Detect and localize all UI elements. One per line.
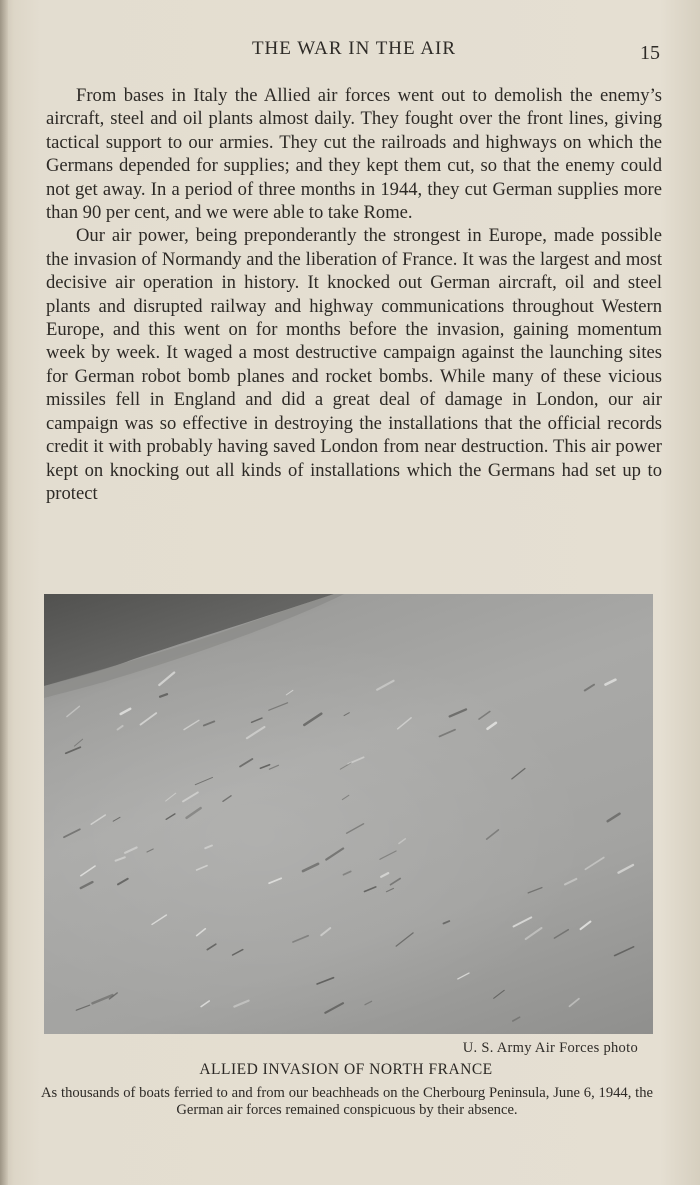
caption-title: ALLIED INVASION OF NORTH FRANCE bbox=[199, 1061, 493, 1078]
boat-wake bbox=[304, 714, 321, 725]
boat-wake bbox=[398, 718, 411, 729]
book-spine-shadow bbox=[0, 0, 8, 1185]
boat-wake bbox=[152, 915, 166, 924]
boat-wake bbox=[234, 1001, 248, 1007]
boat-wake bbox=[514, 917, 532, 926]
caption-text: As thousands of boats ferried to and from our beachheads on the Cherbourg Peninsula, June 6, 1944, the German air forces remained conspicuous by their absence. bbox=[41, 1085, 653, 1118]
boat-wake bbox=[565, 879, 576, 885]
boat-wake bbox=[121, 709, 131, 714]
boat-wake bbox=[252, 718, 262, 722]
boat-wake bbox=[585, 858, 603, 870]
boat-wake bbox=[526, 928, 542, 939]
boat-wake bbox=[513, 1017, 520, 1021]
boat-wake bbox=[233, 950, 243, 955]
boat-wake bbox=[528, 888, 542, 893]
boat-wake bbox=[344, 871, 351, 874]
boat-wake bbox=[512, 769, 525, 779]
boat-wake bbox=[67, 706, 80, 716]
boat-wake bbox=[240, 759, 252, 767]
boat-wake bbox=[91, 815, 105, 824]
boat-wake bbox=[608, 814, 620, 822]
boat-wake bbox=[64, 829, 80, 837]
boat-wake bbox=[340, 763, 351, 769]
boat-wake bbox=[125, 848, 137, 853]
boat-wake bbox=[81, 866, 95, 876]
boat-wake bbox=[619, 865, 634, 873]
boat-wake bbox=[303, 864, 318, 871]
boat-wake bbox=[113, 817, 120, 821]
boat-wake bbox=[344, 713, 349, 716]
boat-wake bbox=[347, 824, 364, 833]
boat-wake bbox=[570, 999, 579, 1007]
boat-wake bbox=[166, 814, 175, 819]
boat-wake bbox=[207, 944, 216, 949]
boat-wake bbox=[326, 849, 343, 860]
boat-wake bbox=[458, 973, 469, 979]
boat-wake bbox=[440, 730, 456, 737]
boat-wake bbox=[386, 888, 393, 891]
boat-wake bbox=[293, 936, 308, 942]
paragraph-italy: From bases in Italy the Allied air forces went out to demolish the enemy’s aircraft, steel and oil plants almost daily. They fought over the front lines, giving tactical support to our armies. They cut the railroads and highways on which the Germans depended for supplies; and they kept them cut, so that the enemy could not get away. In a period of three months in 1944, they cut German supplies more than 90 per cent, and we were able to take Rome. bbox=[46, 85, 662, 224]
boat-wake bbox=[197, 866, 207, 870]
aerial-photo-invasion-boats bbox=[44, 594, 653, 1034]
boat-wake bbox=[159, 673, 174, 686]
boat-wake bbox=[321, 928, 330, 935]
boat-wake bbox=[487, 830, 499, 839]
boat-wake bbox=[247, 727, 265, 738]
boat-wakes bbox=[64, 673, 634, 1022]
boat-wake bbox=[223, 796, 231, 802]
boat-wake bbox=[269, 878, 281, 883]
boat-wake bbox=[201, 1001, 209, 1007]
boat-wake bbox=[187, 808, 201, 818]
boat-wake bbox=[81, 882, 93, 888]
boat-wake bbox=[381, 873, 388, 877]
boat-wake bbox=[118, 879, 128, 885]
boat-wake bbox=[450, 709, 466, 716]
boat-wake bbox=[365, 887, 376, 892]
boat-wake bbox=[76, 1005, 89, 1010]
boat-wake bbox=[286, 690, 293, 695]
boat-wake bbox=[325, 1003, 343, 1013]
boat-wake bbox=[197, 929, 206, 936]
paragraph-normandy: Our air power, being preponderantly the strongest in Europe, made possible the invasion of Normandy and the liberation of France. It was the largest and most decisive air operation in history. It knocked out German aircraft, oil and steel plants and disrupted railway and highway communications throughout Western Europe, and this went on for months before the invasion, gaining momentum week by week. It waged a most destructive campaign against the launching sites for German robot bomb planes and rocket bombs. While many of these vicious missiles fell in England and did a great deal of damage in London, our air campaign was so effective in destroying the installations that the official records credit it with probably having saved London from near destruction. This air power kept on knocking out all kinds of installations which the Germans had set up to protect bbox=[46, 225, 662, 504]
boat-wake bbox=[365, 1001, 372, 1004]
boat-wake bbox=[116, 857, 125, 860]
boat-wake bbox=[494, 990, 505, 998]
boat-wake bbox=[66, 747, 81, 753]
boat-wake bbox=[141, 713, 157, 725]
boat-wake bbox=[269, 703, 288, 710]
boat-wake bbox=[554, 930, 568, 938]
boat-wake bbox=[74, 739, 82, 746]
boat-wake bbox=[204, 721, 215, 725]
boat-wake bbox=[183, 792, 198, 801]
running-title: THE WAR IN THE AIR bbox=[251, 38, 457, 59]
boat-wake bbox=[396, 933, 413, 946]
boat-wake bbox=[615, 947, 634, 956]
aerial-photo-graphic bbox=[44, 594, 653, 1034]
boat-wake bbox=[380, 851, 396, 859]
boat-wake bbox=[342, 795, 348, 799]
page-number: 15 bbox=[640, 42, 660, 64]
boat-wake bbox=[317, 978, 333, 984]
boat-wake bbox=[260, 765, 269, 769]
boat-wake bbox=[391, 879, 401, 885]
boat-wake bbox=[585, 685, 594, 691]
boat-wake bbox=[269, 765, 278, 769]
boat-wake bbox=[147, 849, 153, 852]
boat-wake bbox=[166, 793, 176, 801]
boat-wake bbox=[479, 712, 490, 720]
boat-wake bbox=[160, 694, 167, 697]
boat-wake bbox=[205, 846, 212, 849]
boat-wake bbox=[488, 723, 496, 729]
photo-credit: U. S. Army Air Forces photo bbox=[462, 1040, 638, 1056]
boat-wake bbox=[444, 921, 450, 923]
boat-wake bbox=[377, 681, 393, 690]
boat-wake bbox=[195, 777, 212, 784]
boat-wake bbox=[118, 726, 123, 730]
boat-wake bbox=[606, 680, 616, 685]
boat-wake bbox=[184, 720, 199, 729]
body-text bbox=[46, 84, 662, 505]
boat-wake bbox=[581, 922, 591, 930]
boat-wake bbox=[399, 839, 405, 844]
running-head bbox=[0, 38, 700, 62]
